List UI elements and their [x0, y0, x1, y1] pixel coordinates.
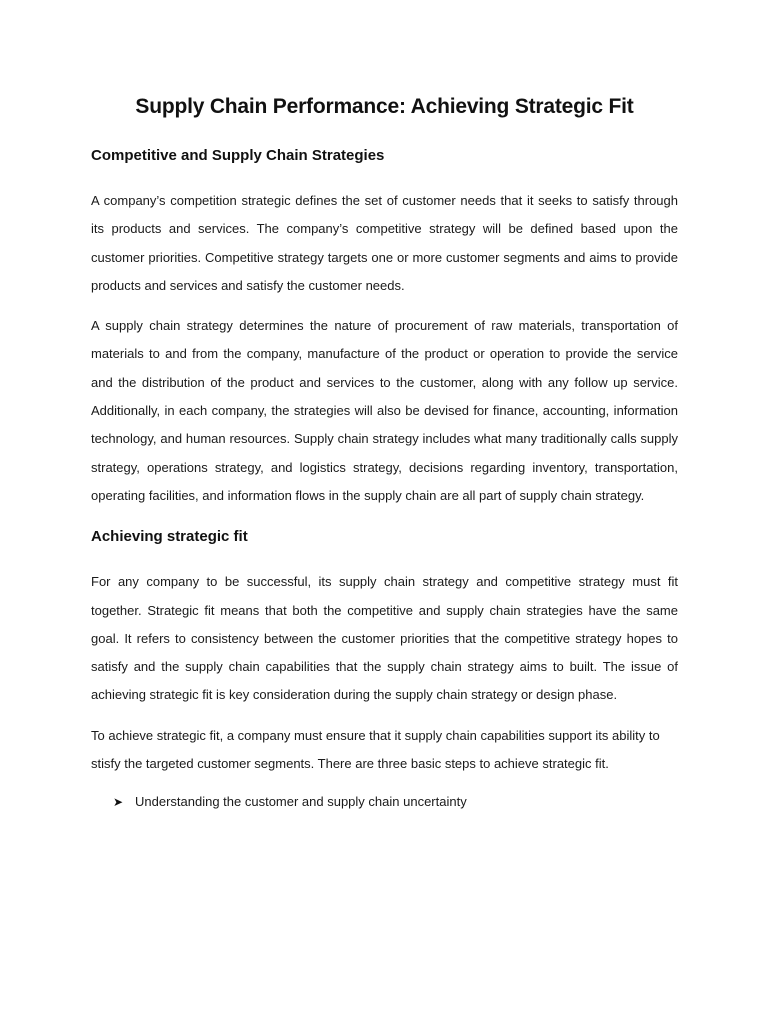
- paragraph-strategic-fit-definition: For any company to be successful, its supply chain strategy and competitive strategy must fit together. Strategic fit means that both the competitive and supply chain strategies have the same goal. It refers to consistency between the customer priorities that the competitive strategy hopes to satisfy and the supply chain capabilities that the supply chain strategy aims to built. The issue of achieving strategic fit is key consideration during the supply chain strategy or design phase.: [91, 574, 678, 703]
- paragraph-strategic-fit-steps: To achieve strategic fit, a company must ensure that it supply chain capabilities support its ability to stisfy the targeted customer segments. There are three basic steps to achieve strategic fit.: [91, 727, 660, 772]
- document-title: Supply Chain Performance: Achieving Strategic Fit: [135, 95, 634, 118]
- paragraph-competition-strategy: A company’s competition strategic defines the set of customer needs that it seeks to satisfy through its products and services. The company’s competitive strategy will be defined based upon the customer priorities. Competitive strategy targets one or more customer segments and aims to provide products and services and satisfy the customer needs.: [91, 193, 678, 293]
- list-item: [113, 792, 678, 812]
- bullet-list: [91, 792, 678, 812]
- paragraph-supply-chain-strategy: A supply chain strategy determines the nature of procurement of raw materials, transportation of materials to and from the company, manufacture of the product or operation to provide the service and the distribution of the product and services to the customer, along with any follow up service. Additionally, in each company, the strategies will also be devised for finance, accounting, information technology, and human resources. Supply chain strategy includes what many traditionally calls supply strategy, operations strategy, and logistics strategy, decisions regarding inventory, transportation, operating facilities, and information flows in the supply chain are all part of supply chain strategy.: [91, 318, 678, 503]
- section-heading-achieving-strategic-fit: Achieving strategic fit: [91, 528, 248, 546]
- arrow-bullet-icon: ➤: [113, 795, 124, 810]
- section-heading-competitive-strategies: Competitive and Supply Chain Strategies: [91, 147, 385, 164]
- list-item-text: Understanding the customer and supply chain uncertainty: [135, 794, 467, 810]
